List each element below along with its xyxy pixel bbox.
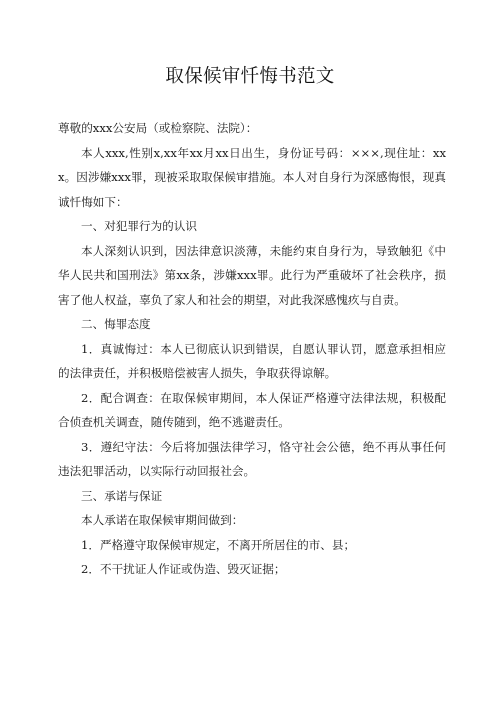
salutation: 尊敬的xxx公安局（或检察院、法院）： xyxy=(58,121,258,135)
section-3-item-1: 1．严格遵守取保候审规定，不离开所居住的市、县； xyxy=(81,537,356,552)
document-title: 取保候审忏悔书范文 xyxy=(165,66,335,87)
section-3-item-2: 2．不干扰证人作证或伪造、毁灭证据； xyxy=(81,562,286,576)
section-1-heading: 一、对犯罪行为的认识 xyxy=(81,219,197,233)
section-1-paragraph: 本人深刻认识到，因法律意识淡薄，未能约束自身行为，导致触犯《中华人民共和国刑法》第xx条，涉嫌xxx罪。此行为严重破坏了社会秩序，损害了他人权益，辜负了家人和社会的期望，对此我深感愧疚与自责。 xyxy=(58,243,446,307)
section-3-intro: 本人承诺在取保候审期间做到： xyxy=(81,513,244,527)
section-3-heading: 三、承诺与保证 xyxy=(81,488,163,503)
section-2-heading: 二、悔罪态度 xyxy=(81,317,151,331)
document-body xyxy=(58,116,446,582)
section-2-item-2: 2．配合调查：在取保候审期间，本人保证严格遵守法律法规，积极配合侦查机关调查，随传随到，绝不逃避责任。 xyxy=(58,390,446,429)
section-2-item-3: 3．遵纪守法：今后将加强法律学习，恪守社会公德，绝不再从事任何违法犯罪活动，以实际行动回报社会。 xyxy=(58,439,446,478)
section-2-item-1: 1．真诚悔过：本人已彻底认识到错误，自愿认罪认罚，愿意承担相应的法律责任，并积极赔偿被害人损失，争取获得谅解。 xyxy=(58,341,446,380)
intro-paragraph: 本人xxx,性别x,xx年xx月xx日出生，身份证号码：×××,现住址：xxx。因涉嫌xxx罪，现被采取取保候审措施。本人对自身行为深感悔恨，现真诚忏悔如下： xyxy=(58,145,446,209)
